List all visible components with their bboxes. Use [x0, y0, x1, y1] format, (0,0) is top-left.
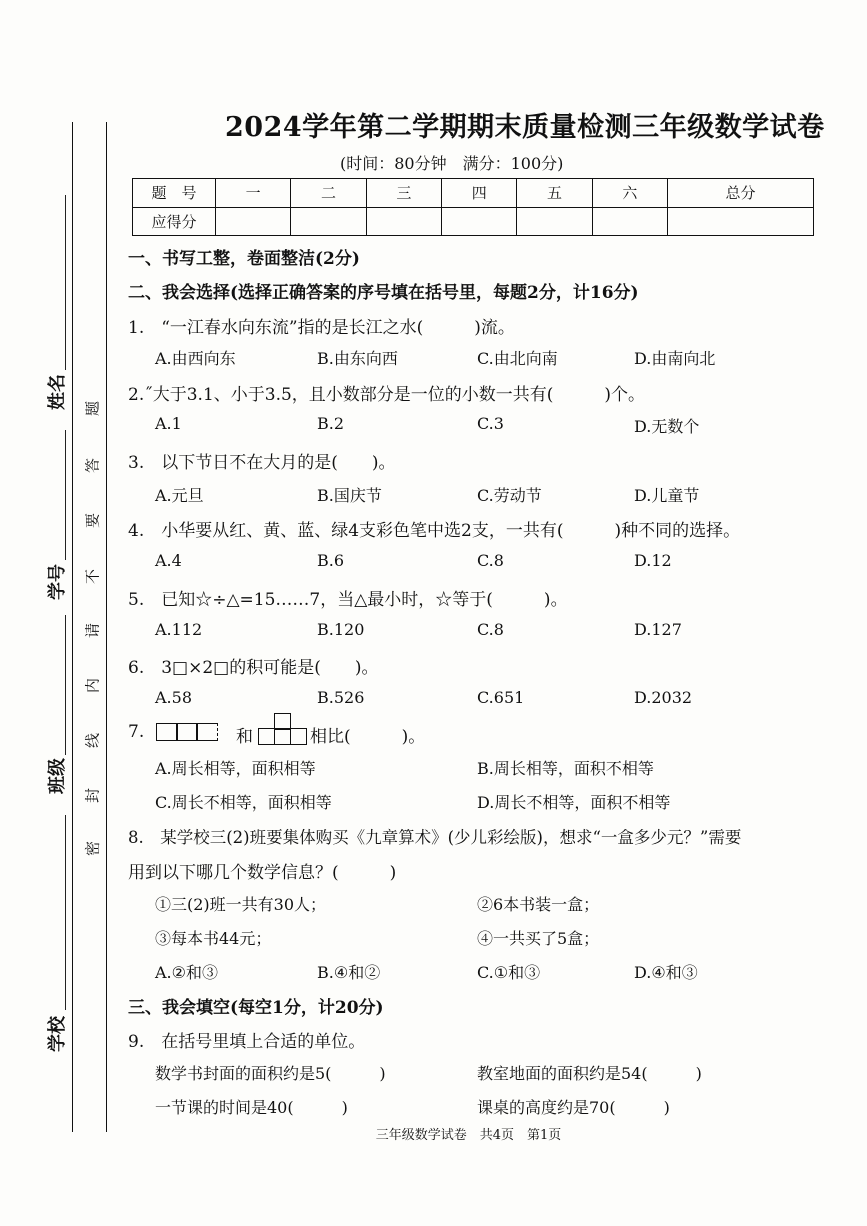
q7-figure-l-shape — [258, 713, 308, 746]
q3-option-a[interactable]: A.元旦 — [155, 486, 204, 505]
q2-option-a[interactable]: A.1 — [155, 414, 182, 433]
figure-square — [290, 728, 307, 745]
q8-info-1: ①三(2)班一共有30人； — [155, 895, 327, 914]
school-label: 学校 — [47, 1016, 68, 1052]
q7-figure-rectangle-row — [156, 723, 219, 741]
question-5-stem: 5. 已知☆÷△=15……7，当△最小时，☆等于( )。 — [128, 590, 568, 610]
class-label: 班级 — [47, 758, 68, 794]
seal-char: 要 — [83, 513, 102, 529]
question-2-stem: 2.˝大于3.1、小于3.5，且小数部分是一位的小数一共有( )个。 — [128, 385, 646, 405]
q5-option-b[interactable]: B.120 — [317, 620, 365, 639]
q1-option-d[interactable]: D.由南向北 — [634, 349, 716, 368]
q9-blank-4[interactable]: 课桌的高度约是70( ) — [477, 1098, 670, 1117]
q6-option-b[interactable]: B.526 — [317, 688, 365, 707]
seal-char: 内 — [83, 678, 102, 694]
score-entry-cell[interactable] — [216, 207, 291, 236]
seal-char: 不 — [83, 569, 102, 585]
score-table — [132, 178, 814, 236]
q9-blank-1[interactable]: 数学书封面的面积约是5( ) — [155, 1064, 386, 1083]
student-id-label: 学号 — [47, 564, 68, 600]
score-table-cell: 三 — [366, 179, 441, 208]
section-2-heading: 二、我会选择(选择正确答案的序号填在括号里，每题2分，计16分) — [128, 283, 639, 303]
student-id-underline — [65, 430, 66, 560]
figure-square — [156, 723, 178, 741]
q7-option-b[interactable]: B.周长相等，面积不相等 — [477, 759, 654, 778]
q4-option-c[interactable]: C.8 — [477, 551, 504, 570]
q8-option-b[interactable]: B.④和② — [317, 963, 381, 982]
q5-option-d[interactable]: D.127 — [634, 620, 682, 639]
figure-square — [196, 723, 218, 741]
q9-blank-2[interactable]: 教室地面的面积约是54( ) — [477, 1064, 702, 1083]
score-table-score-row — [133, 207, 814, 236]
question-8-stem-line-2: 用到以下哪几个数学信息？( ) — [128, 863, 397, 883]
exam-subtitle: (时间：80分钟 满分：100分) — [340, 154, 564, 173]
question-8-stem-line-1: 8. 某学校三(2)班要集体购买《九章算术》(少儿彩绘版)，想求“一盒多少元？”需要 — [128, 828, 742, 847]
figure-square — [274, 728, 291, 745]
score-table-header-row — [133, 179, 814, 208]
score-entry-cell[interactable] — [592, 207, 667, 236]
page-footer: 三年级数学试卷 共4页 第1页 — [375, 1128, 562, 1143]
score-table-cell: 六 — [592, 179, 667, 208]
q7-option-c[interactable]: C.周长不相等，面积相等 — [155, 793, 332, 812]
q3-option-d[interactable]: D.儿童节 — [634, 486, 700, 505]
score-table-cell: 应得分 — [133, 207, 216, 236]
q5-option-a[interactable]: A.112 — [155, 620, 203, 639]
figure-square — [258, 728, 275, 745]
class-underline — [65, 615, 66, 755]
binding-line-outer — [72, 122, 73, 1132]
q4-option-b[interactable]: B.6 — [317, 551, 345, 570]
score-entry-cell[interactable] — [517, 207, 592, 236]
q2-option-d[interactable]: D.无数个 — [634, 417, 700, 436]
section-3-heading: 三、我会填空(每空1分，计20分) — [128, 998, 384, 1018]
figure-square — [176, 723, 198, 741]
question-3-stem: 3. 以下节日不在大月的是( )。 — [128, 453, 396, 473]
score-table-cell: 二 — [291, 179, 366, 208]
q3-option-b[interactable]: B.国庆节 — [317, 486, 382, 505]
q1-option-c[interactable]: C.由北向南 — [477, 349, 558, 368]
score-table-cell: 四 — [442, 179, 517, 208]
question-1-stem: 1. “一江春水向东流”指的是长江之水( )流。 — [128, 318, 515, 338]
q2-option-c[interactable]: C.3 — [477, 414, 504, 433]
q5-option-c[interactable]: C.8 — [477, 620, 504, 639]
seal-char: 密 — [83, 841, 102, 857]
question-6-stem: 6. 3□×2□的积可能是( )。 — [128, 658, 379, 678]
q3-option-c[interactable]: C.劳动节 — [477, 486, 542, 505]
score-entry-cell[interactable] — [442, 207, 517, 236]
seal-char: 答 — [83, 458, 102, 474]
q1-option-b[interactable]: B.由东向西 — [317, 349, 398, 368]
name-label: 姓名 — [47, 374, 68, 410]
q1-option-a[interactable]: A.由西向东 — [155, 349, 236, 368]
q8-info-4: ④一共买了5盒； — [477, 929, 600, 948]
q6-option-a[interactable]: A.58 — [155, 688, 192, 707]
q8-option-d[interactable]: D.④和③ — [634, 963, 698, 982]
question-7-stem-end: 相比( )。 — [310, 727, 426, 747]
q8-info-2: ②6本书装一盒； — [477, 895, 600, 914]
score-entry-cell[interactable] — [366, 207, 441, 236]
q9-blank-3[interactable]: 一节课的时间是40( ) — [155, 1098, 348, 1117]
question-7-number: 7. — [128, 722, 145, 742]
school-underline — [65, 815, 66, 1010]
section-1-heading: 一、书写工整，卷面整洁(2分) — [128, 249, 360, 269]
seal-char: 请 — [83, 623, 102, 639]
binding-line-inner — [106, 122, 107, 1132]
score-table-cell: 五 — [517, 179, 592, 208]
score-table-cell: 总分 — [668, 179, 814, 208]
q8-option-c[interactable]: C.①和③ — [477, 963, 541, 982]
q6-option-c[interactable]: C.651 — [477, 688, 525, 707]
name-underline — [65, 195, 66, 370]
q4-option-d[interactable]: D.12 — [634, 551, 672, 570]
q7-option-a[interactable]: A.周长相等，面积相等 — [155, 759, 316, 778]
score-entry-cell[interactable] — [668, 207, 814, 236]
seal-char: 题 — [83, 401, 102, 417]
question-4-stem: 4. 小华要从红、黄、蓝、绿4支彩色笔中选2支，一共有( )种不同的选择。 — [128, 521, 741, 541]
q4-option-a[interactable]: A.4 — [155, 551, 182, 570]
q8-info-3: ③每本书44元； — [155, 929, 272, 948]
score-table-cell: 一 — [216, 179, 291, 208]
q7-option-d[interactable]: D.周长不相等，面积不相等 — [477, 793, 671, 812]
seal-char: 线 — [83, 733, 102, 749]
q6-option-d[interactable]: D.2032 — [634, 688, 693, 707]
score-table-cell: 题 号 — [133, 179, 216, 208]
seal-char: 封 — [83, 788, 102, 804]
q2-option-b[interactable]: B.2 — [317, 414, 345, 433]
q8-option-a[interactable]: A.②和③ — [155, 963, 218, 982]
question-9-stem: 9. 在括号里填上合适的单位。 — [128, 1032, 366, 1052]
exam-title: 2024学年第二学期期末质量检测三年级数学试卷 — [225, 112, 825, 143]
score-entry-cell[interactable] — [291, 207, 366, 236]
question-7-and: 和 — [236, 727, 253, 747]
